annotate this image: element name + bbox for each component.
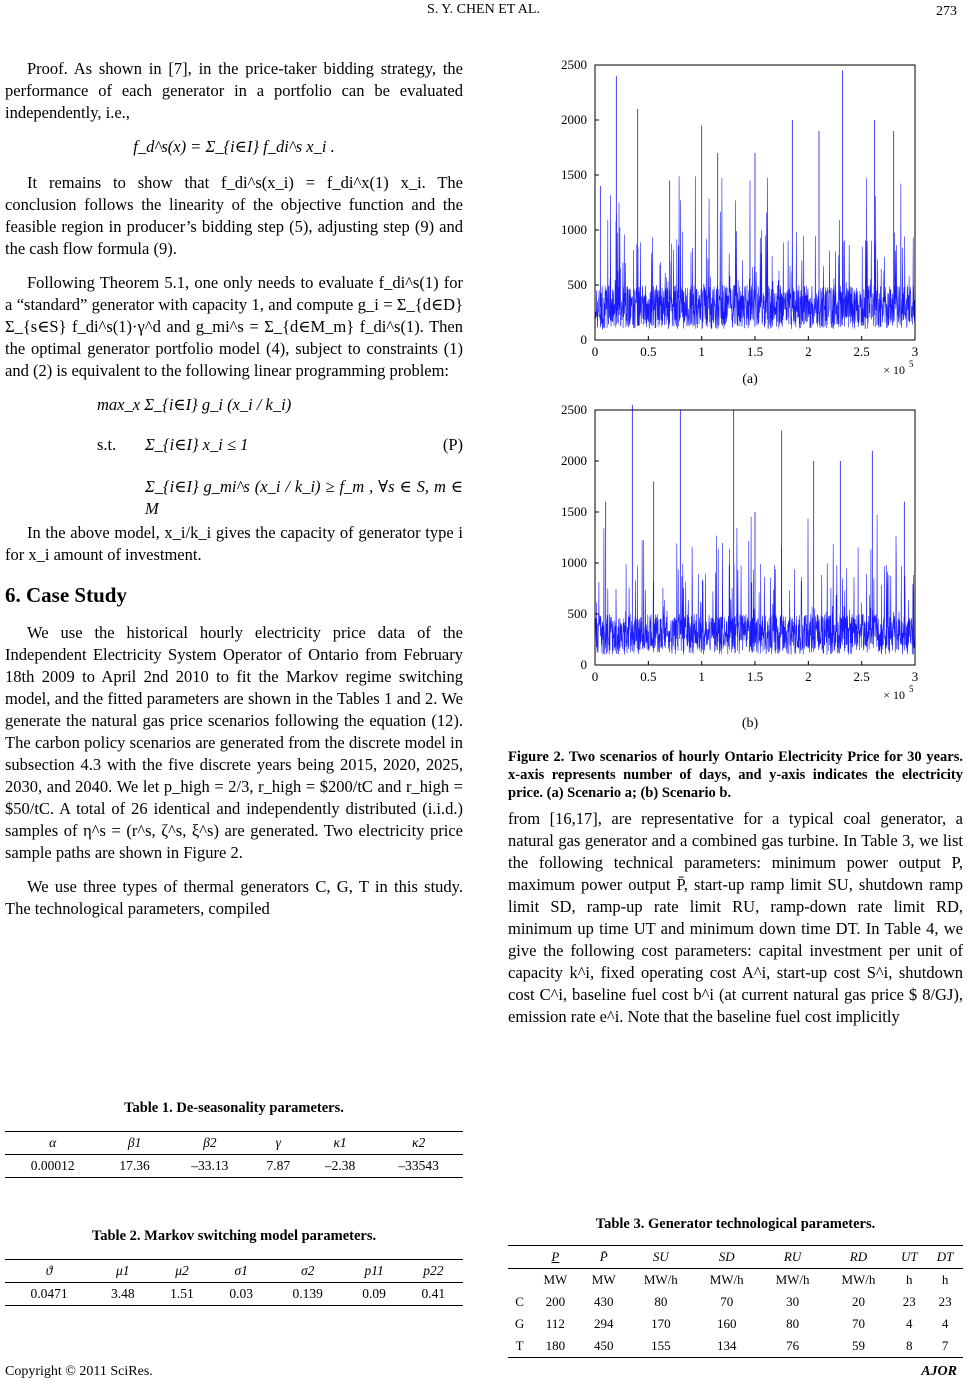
table-2-header: σ1 [234, 1263, 248, 1278]
table-2-header: ϑ [45, 1263, 53, 1278]
lp-st: s.t. [97, 435, 117, 454]
y-tick-label: 1000 [561, 222, 587, 237]
x-tick-label: 0 [591, 344, 599, 359]
table-3-header: RD [849, 1249, 868, 1264]
table-3-cell: T [515, 1338, 524, 1353]
y-tick-label: 500 [567, 277, 587, 292]
figure-2-caption: Figure 2. Two scenarios of hourly Ontario Electricity Price for 30 years. x-axis represents number of days, and y-axis indicates the electricity price. (a) Scenario a; (b) Scenario b. [508, 749, 963, 801]
table-1-header: κ2 [412, 1135, 426, 1150]
table-3-header: RU [783, 1249, 802, 1264]
x-tick-label: 0 [591, 669, 599, 684]
table-3-unit: MW [543, 1272, 568, 1287]
table-2-cell: 0.0471 [30, 1286, 68, 1301]
table-1-cell: –33543 [398, 1158, 439, 1173]
table-3-header: UT [900, 1249, 918, 1264]
table-3-cell: 112 [545, 1316, 565, 1331]
table-3-cell: G [514, 1316, 525, 1331]
paragraph-remains: It remains to show that f_di^s(x_i) = f_di^x(1) x_i. The conclusion follows the linearity of the objective function and the feasible region in producer’s bidding step (5), adjusting step (9) and the cash flow formula (9). [5, 173, 463, 258]
table-3-row [508, 1313, 963, 1335]
table-2-row [5, 1283, 463, 1306]
figure-2b-chart [545, 400, 960, 710]
table-3-cell: 294 [593, 1316, 614, 1331]
lp-label: (P) [442, 435, 463, 454]
table-2-cell: 0.09 [362, 1286, 386, 1301]
table-1-header: β1 [127, 1135, 142, 1150]
y-tick-label: 2000 [561, 453, 587, 468]
table-3-unit: MW/h [841, 1272, 876, 1287]
table-3-cell: 450 [593, 1338, 614, 1353]
figure-2a-label: (a) [742, 372, 758, 387]
table-3-header: SD [718, 1249, 735, 1264]
table-3-cell: 76 [786, 1338, 800, 1353]
table-3-cell: 23 [902, 1294, 916, 1309]
table-3-unit: MW/h [709, 1272, 744, 1287]
y-tick-label: 2000 [561, 112, 587, 127]
x-tick-label: 2.5 [853, 669, 870, 684]
table-1-header: γ [275, 1135, 281, 1150]
table-2-header: p11 [364, 1263, 384, 1278]
table-3-caption: Table 3. Generator technological parameters. [595, 1216, 876, 1232]
y-tick-label: 1000 [561, 555, 587, 570]
table-3-cell: 23 [938, 1294, 952, 1309]
table-3-cell: 20 [851, 1294, 865, 1309]
x-tick-label: 3 [911, 669, 919, 684]
table-2-header: μ2 [175, 1263, 189, 1278]
x-tick-label: 1.5 [746, 669, 764, 684]
table-3-unit: MW/h [643, 1272, 678, 1287]
table-3-cell: 430 [593, 1294, 614, 1309]
table-3-unit: MW/h [775, 1272, 810, 1287]
table-3-cell: 80 [786, 1316, 800, 1331]
paragraph-from: from [16,17], are representative for a typical coal generator, a natural gas generator and a combined gas turbine. In Table 3, we list the following technical parameters: minimum power output P, maximum power output P̄, start-up ramp limit SU, shutdown ramp limit SD, ramp-up rate limit RU, ramp-down rate limit RD, minimum up time UT and minimum down time DT. In Table 4, we give the following cost parameters: capital investment per unit of capacity k^i, fixed operating cost A^i, start-up cost S^i, shutdown cost C^i, baseline fuel cost b^i (at current natural gas price $ 8/GJ), emission rate e^i. Note that the baseline fuel cost implicitly [508, 809, 963, 1026]
table-3-header [508, 1246, 531, 1269]
table-3-header: P̄ [599, 1249, 608, 1264]
running-title: S. Y. CHEN ET AL. [427, 2, 540, 17]
paragraph-proof: Proof. As shown in [7], in the price-taker bidding strategy, the performance of each generator in a portfolio can be evaluated independently, i.e., [5, 59, 463, 122]
paragraph-above-model: In the above model, x_i/k_i gives the capacity of generator type i for x_i amount of investment. [5, 523, 463, 564]
table-1-row [5, 1155, 463, 1178]
table-3-cell: 59 [851, 1338, 865, 1353]
table-3-cell: 70 [720, 1294, 734, 1309]
table-2-cell: 1.51 [170, 1286, 194, 1301]
table-1-header: β2 [203, 1135, 217, 1150]
table-3-cell: 200 [545, 1294, 566, 1309]
table-3-unit [508, 1269, 531, 1292]
table-1-cell: 7.87 [266, 1158, 291, 1173]
table-1-header-row [5, 1132, 463, 1155]
table-1-header: κ1 [333, 1135, 347, 1150]
table-1-cell: 0.00012 [30, 1158, 75, 1173]
table-3-cell: 134 [716, 1338, 737, 1353]
x-tick-label: 2.5 [853, 344, 870, 359]
equation-portfolio: f_d^s(x) = Σ_{i∈I} f_di^s x_i . [133, 137, 335, 156]
table-2-header: μ1 [116, 1263, 130, 1278]
figure-2b-label: (b) [741, 716, 759, 731]
right-column-text [508, 808, 963, 1040]
table-3-cell: 4 [941, 1316, 949, 1331]
table-2-header: σ2 [300, 1263, 315, 1278]
x-tick-label: 2 [805, 344, 812, 359]
table-3-cell: 80 [654, 1294, 668, 1309]
x-multiplier-exponent: 5 [909, 684, 914, 694]
table-3-header: P [551, 1249, 560, 1264]
table-3-header: DT [936, 1249, 954, 1264]
table-3-cell: 70 [851, 1316, 865, 1331]
table-3-header: SU [652, 1249, 669, 1264]
table-1 [5, 1100, 463, 1178]
table-3-cell: 8 [906, 1338, 913, 1353]
table-3-cell: 4 [906, 1316, 913, 1331]
paragraph-following: Following Theorem 5.1, one only needs to evaluate f_di^s(1) for a “standard” generator with capacity 1, and compute g_i = Σ_{d∈D} Σ_{s∈S} f_di^s(1)·γ^d and g_mi^s = Σ_{d∈M_m} f_di^s(1). Then the optimal generator portfolio model (4), subject to constraints (1) and (2) is equivalent to the following linear programming problem: [5, 273, 463, 380]
lp-constraint-budget: Σ_{i∈I} x_i ≤ 1 [145, 435, 249, 454]
section-heading: 6. Case Study [5, 583, 127, 607]
table-3-unit: h [906, 1272, 913, 1287]
table-3-units-row [508, 1269, 963, 1292]
left-column [5, 58, 463, 932]
x-multiplier: × 10 [883, 688, 905, 702]
x-tick-label: 0.5 [640, 344, 657, 359]
y-tick-label: 1500 [561, 504, 587, 519]
table-1-cell: –33.13 [191, 1158, 229, 1173]
x-tick-label: 1 [698, 669, 705, 684]
table-2-cell: 0.03 [229, 1286, 254, 1301]
y-tick-label: 0 [580, 657, 587, 672]
table-1-caption: Table 1. De-seasonality parameters. [124, 1100, 344, 1116]
y-tick-label: 500 [567, 606, 587, 621]
table-3-cell: 180 [545, 1338, 566, 1353]
paragraph-case-study: We use the historical hourly electricity price data of the Independent Electricity System Operator of Ontario from February 18th 2009 to April 2nd 2010 to fit the Markov regime switching model, and the fitted parameters are shown in the Tables 1 and 2. We generate the natural gas price scenarios following the equation (12). The carbon policy scenarios are generated from the discrete model in subsection 4.3 with the five discrete years being 2015, 2020, 2025, 2030, and 2040. We let p_high = 2/3, r_high = $200/tC and r_high = $50/tC. A total of 26 identical and independently distributed (i.i.d.) samples of η^s = (r^s, ζ^s, ξ^s) are generated. Two electricity price sample paths are shown in Figure 2. [5, 623, 463, 862]
table-1-cell: –2.38 [324, 1158, 356, 1173]
table-3-cell: 170 [651, 1316, 671, 1331]
table-3-row [508, 1335, 963, 1358]
table-3-header-row [508, 1246, 963, 1269]
table-2-cell: 3.48 [110, 1286, 135, 1301]
table-2-header: p22 [423, 1263, 444, 1278]
table-1-header: α [49, 1135, 57, 1150]
footer-copyright: Copyright © 2011 SciRes. [5, 1364, 153, 1379]
table-2 [5, 1228, 463, 1306]
y-tick-label: 2500 [561, 402, 587, 417]
x-tick-label: 1.5 [746, 344, 764, 359]
table-3-row [508, 1291, 963, 1313]
table-1-cell: 17.36 [119, 1158, 150, 1173]
table-3-cell: 30 [786, 1294, 800, 1309]
table-3-unit: h [941, 1272, 949, 1287]
table-3 [508, 1216, 963, 1358]
x-tick-label: 0.5 [640, 669, 657, 684]
figure-2a-chart [545, 55, 960, 385]
table-3-cell: 160 [716, 1316, 737, 1331]
y-tick-label: 1500 [561, 167, 587, 182]
lp-constraint-scenario: Σ_{i∈I} g_mi^s (x_i / k_i) ≥ f_m , ∀s ∈ S, m ∈ M [145, 477, 463, 518]
page-number: 273 [936, 4, 957, 19]
lp-problem [5, 394, 463, 518]
y-tick-label: 0 [580, 332, 587, 347]
y-tick-label: 2500 [561, 57, 587, 72]
lp-objective: max_x Σ_{i∈I} g_i (x_i / k_i) [97, 395, 292, 414]
table-2-header-row [5, 1260, 463, 1283]
x-tick-label: 2 [805, 669, 812, 684]
paragraph-three-generators: We use three types of thermal generators C, G, T in this study. The technological parameters, compiled [5, 877, 463, 918]
x-multiplier-exponent: 5 [909, 359, 914, 369]
footer-journal: AJOR [921, 1364, 957, 1379]
table-2-caption: Table 2. Markov switching model parameters. [91, 1228, 377, 1244]
x-tick-label: 1 [698, 344, 705, 359]
table-3-cell: 7 [941, 1338, 949, 1353]
table-2-cell: 0.139 [292, 1286, 323, 1301]
table-2-cell: 0.41 [421, 1286, 446, 1301]
table-3-cell: 155 [651, 1338, 671, 1353]
table-3-cell: C [515, 1294, 524, 1309]
table-3-unit: MW [591, 1272, 616, 1287]
x-multiplier: × 10 [883, 363, 905, 377]
x-tick-label: 3 [911, 344, 919, 359]
